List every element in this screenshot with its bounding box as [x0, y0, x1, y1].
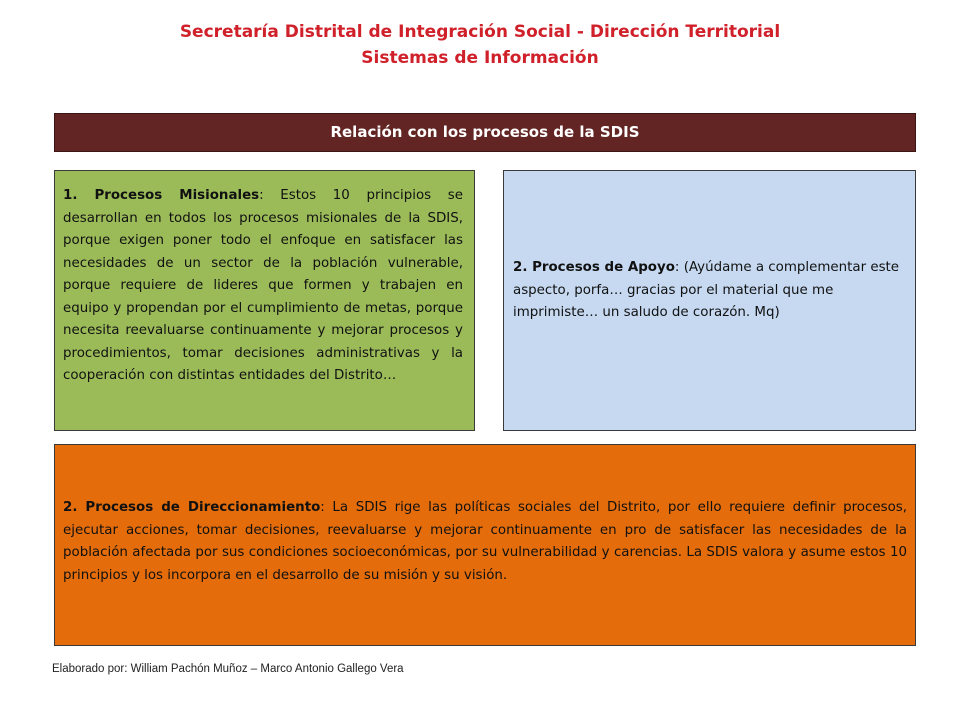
procesos-direccionamiento-label: 2. Procesos de Direccionamiento: [63, 500, 321, 515]
procesos-direccionamiento-box: [54, 444, 916, 646]
procesos-apoyo-box: [503, 170, 916, 431]
procesos-direccionamiento-text: : La SDIS rige las políticas sociales del Distrito, por ello requiere definir procesos, ejecutar acciones, tomar decisiones, reevaluarse y mejorar continuamente en pro de satisfacer las necesidades de la población afectada por sus condiciones socioeconómicas, por su vulnerabilidad y carencias. La SDIS valora y asume estos 10 principios y los incorpora en el desarrollo de su misión y su visión.: [63, 500, 907, 583]
procesos-apoyo-label: 2. Procesos de Apoyo: [513, 260, 675, 275]
page-subtitle: Sistemas de Información: [361, 48, 599, 68]
procesos-misionales-text: : Estos 10 principios se desarrollan en todos los procesos misionales de la SDIS, porque exigen poner todo el enfoque en satisfacer las necesidades de un sector de la población vulnerable, porque requiere de lideres que formen y trabajen en equipo y propendan por el cumplimiento de metas, porque necesita reevaluarse continuamente y mejorar procesos y procedimientos, tomar decisiones administrativas y la cooperación con distintas entidades del Distrito…: [63, 188, 463, 383]
procesos-apoyo-text: : (Ayúdame a complementar este aspecto, porfa… gracias por el material que me imprimiste… un saludo de corazón. Mq): [513, 260, 900, 320]
author-credit: Elaborado por: William Pachón Muñoz – Marco Antonio Gallego Vera: [52, 663, 404, 675]
procesos-misionales-box: [54, 170, 475, 431]
procesos-misionales-label: 1. Procesos Misionales: [63, 188, 260, 203]
section-banner: Relación con los procesos de la SDIS: [54, 113, 916, 152]
page-title: Secretaría Distrital de Integración Social - Dirección Territorial: [179, 22, 781, 42]
